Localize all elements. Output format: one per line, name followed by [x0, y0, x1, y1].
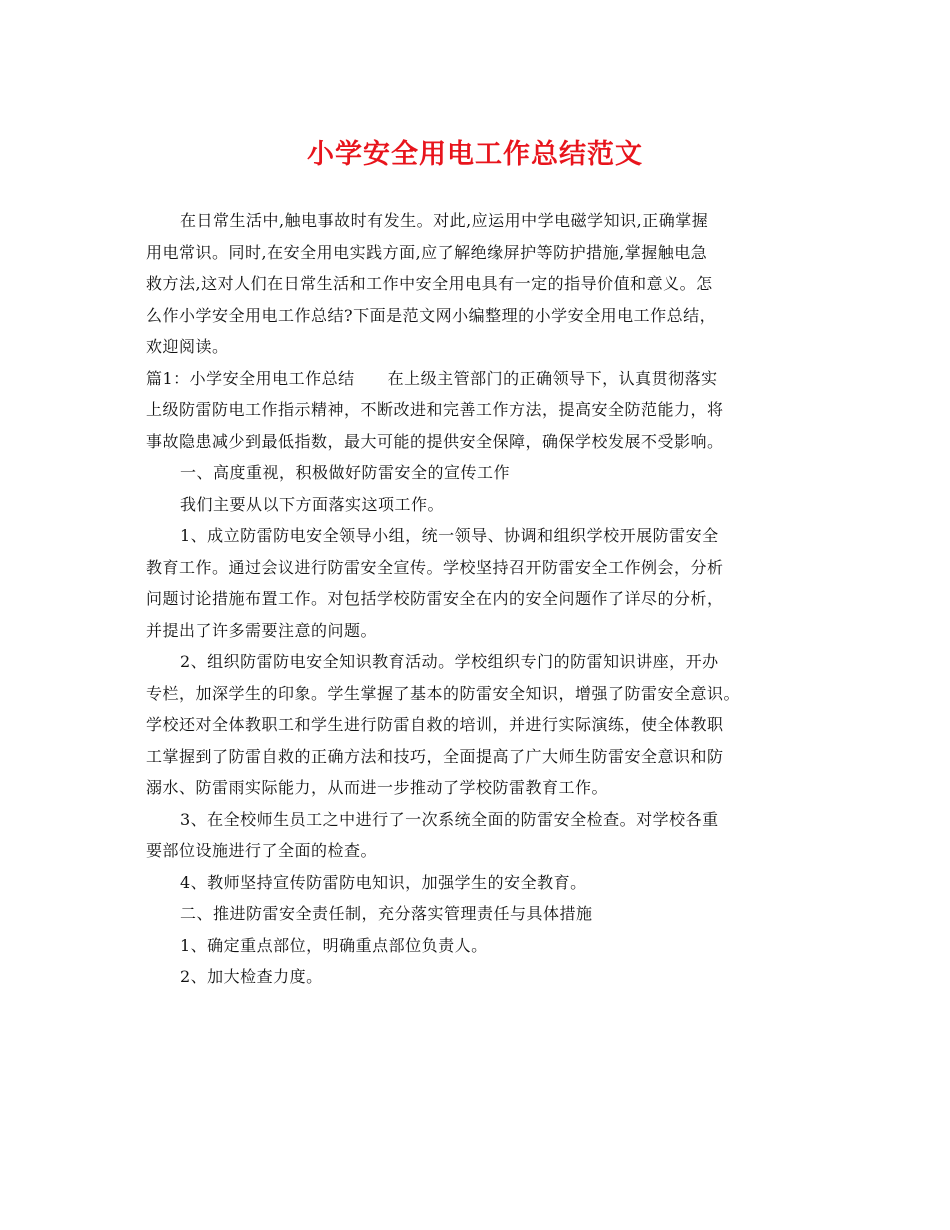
- text-line: 问题讨论措施布置工作。对包括学校防雷安全在内的安全问题作了详尽的分析，: [146, 589, 724, 608]
- text-line: 4、教师坚持宣传防雷防电知识，加强学生的安全教育。: [180, 872, 587, 892]
- text-line: 2、加大检查力度。: [180, 967, 323, 986]
- text-line: 教育工作。通过会议进行防雷安全宣传。学校坚持召开防雷安全工作例会，分析: [146, 557, 724, 577]
- text-line: 专栏，加深学生的印象。学生掌握了基本的防雷安全知识，增强了防雷安全意识。: [146, 683, 741, 703]
- text-line: 工掌握到了防雷自救的正确方法和技巧，全面提高了广大师生防雷安全意识和防: [146, 746, 724, 766]
- text-line: 欢迎阅读。: [146, 337, 229, 356]
- text-line: 1、确定重点部位，明确重点部位负责人。: [180, 935, 488, 955]
- text-line: 学校还对全体教职工和学生进行防雷自救的培训，并进行实际演练，使全体教职: [146, 715, 724, 734]
- text-line: 上级防雷防电工作指示精神，不断改进和完善工作方法，提高安全防范能力，将: [146, 400, 724, 419]
- text-line: 在日常生活中,触电事故时有发生。对此,应运用中学电磁学知识,正确掌握: [180, 211, 709, 230]
- text-line: 救方法,这对人们在日常生活和工作中安全用电具有一定的指导价值和意义。怎: [146, 274, 713, 293]
- text-line: 么作小学安全用电工作总结?下面是范文网小编整理的小学安全用电工作总结，: [146, 305, 717, 325]
- text-line: 2、组织防雷防电安全知识教育活动。学校组织专门的防雷知识讲座，开办: [180, 652, 719, 671]
- text-line: 事故隐患减少到最低指数，最大可能的提供安全保障，确保学校发展不受影响。: [146, 431, 724, 451]
- text-line: 要部位设施进行了全面的检查。: [146, 841, 378, 860]
- text-line: 一、高度重视，积极做好防雷安全的宣传工作: [180, 463, 511, 482]
- text-line: 篇1：小学安全用电工作总结 在上级主管部门的正确领导下，认真贯彻落实: [146, 368, 718, 388]
- text-line: 我们主要从以下方面落实这项工作。: [180, 494, 445, 514]
- text-line: 溺水、防雷雨实际能力，从而进一步推动了学校防雷教育工作。: [146, 778, 609, 797]
- text-line: 二、推进防雷安全责任制，充分落实管理责任与具体措施: [180, 904, 593, 923]
- text-line: 1、成立防雷防电安全领导小组，统一领导、协调和组织学校开展防雷安全: [180, 526, 719, 545]
- document-title: 小学安全用电工作总结范文: [307, 139, 643, 170]
- text-line: 3、在全校师生员工之中进行了一次系统全面的防雷安全检查。对学校各重: [180, 809, 719, 829]
- text-line: 用电常识。同时,在安全用电实践方面,应了解绝缘屏护等防护措施,掌握触电急: [146, 242, 708, 262]
- text-line: 并提出了许多需要注意的问题。: [146, 620, 378, 640]
- document-body: [146, 205, 806, 993]
